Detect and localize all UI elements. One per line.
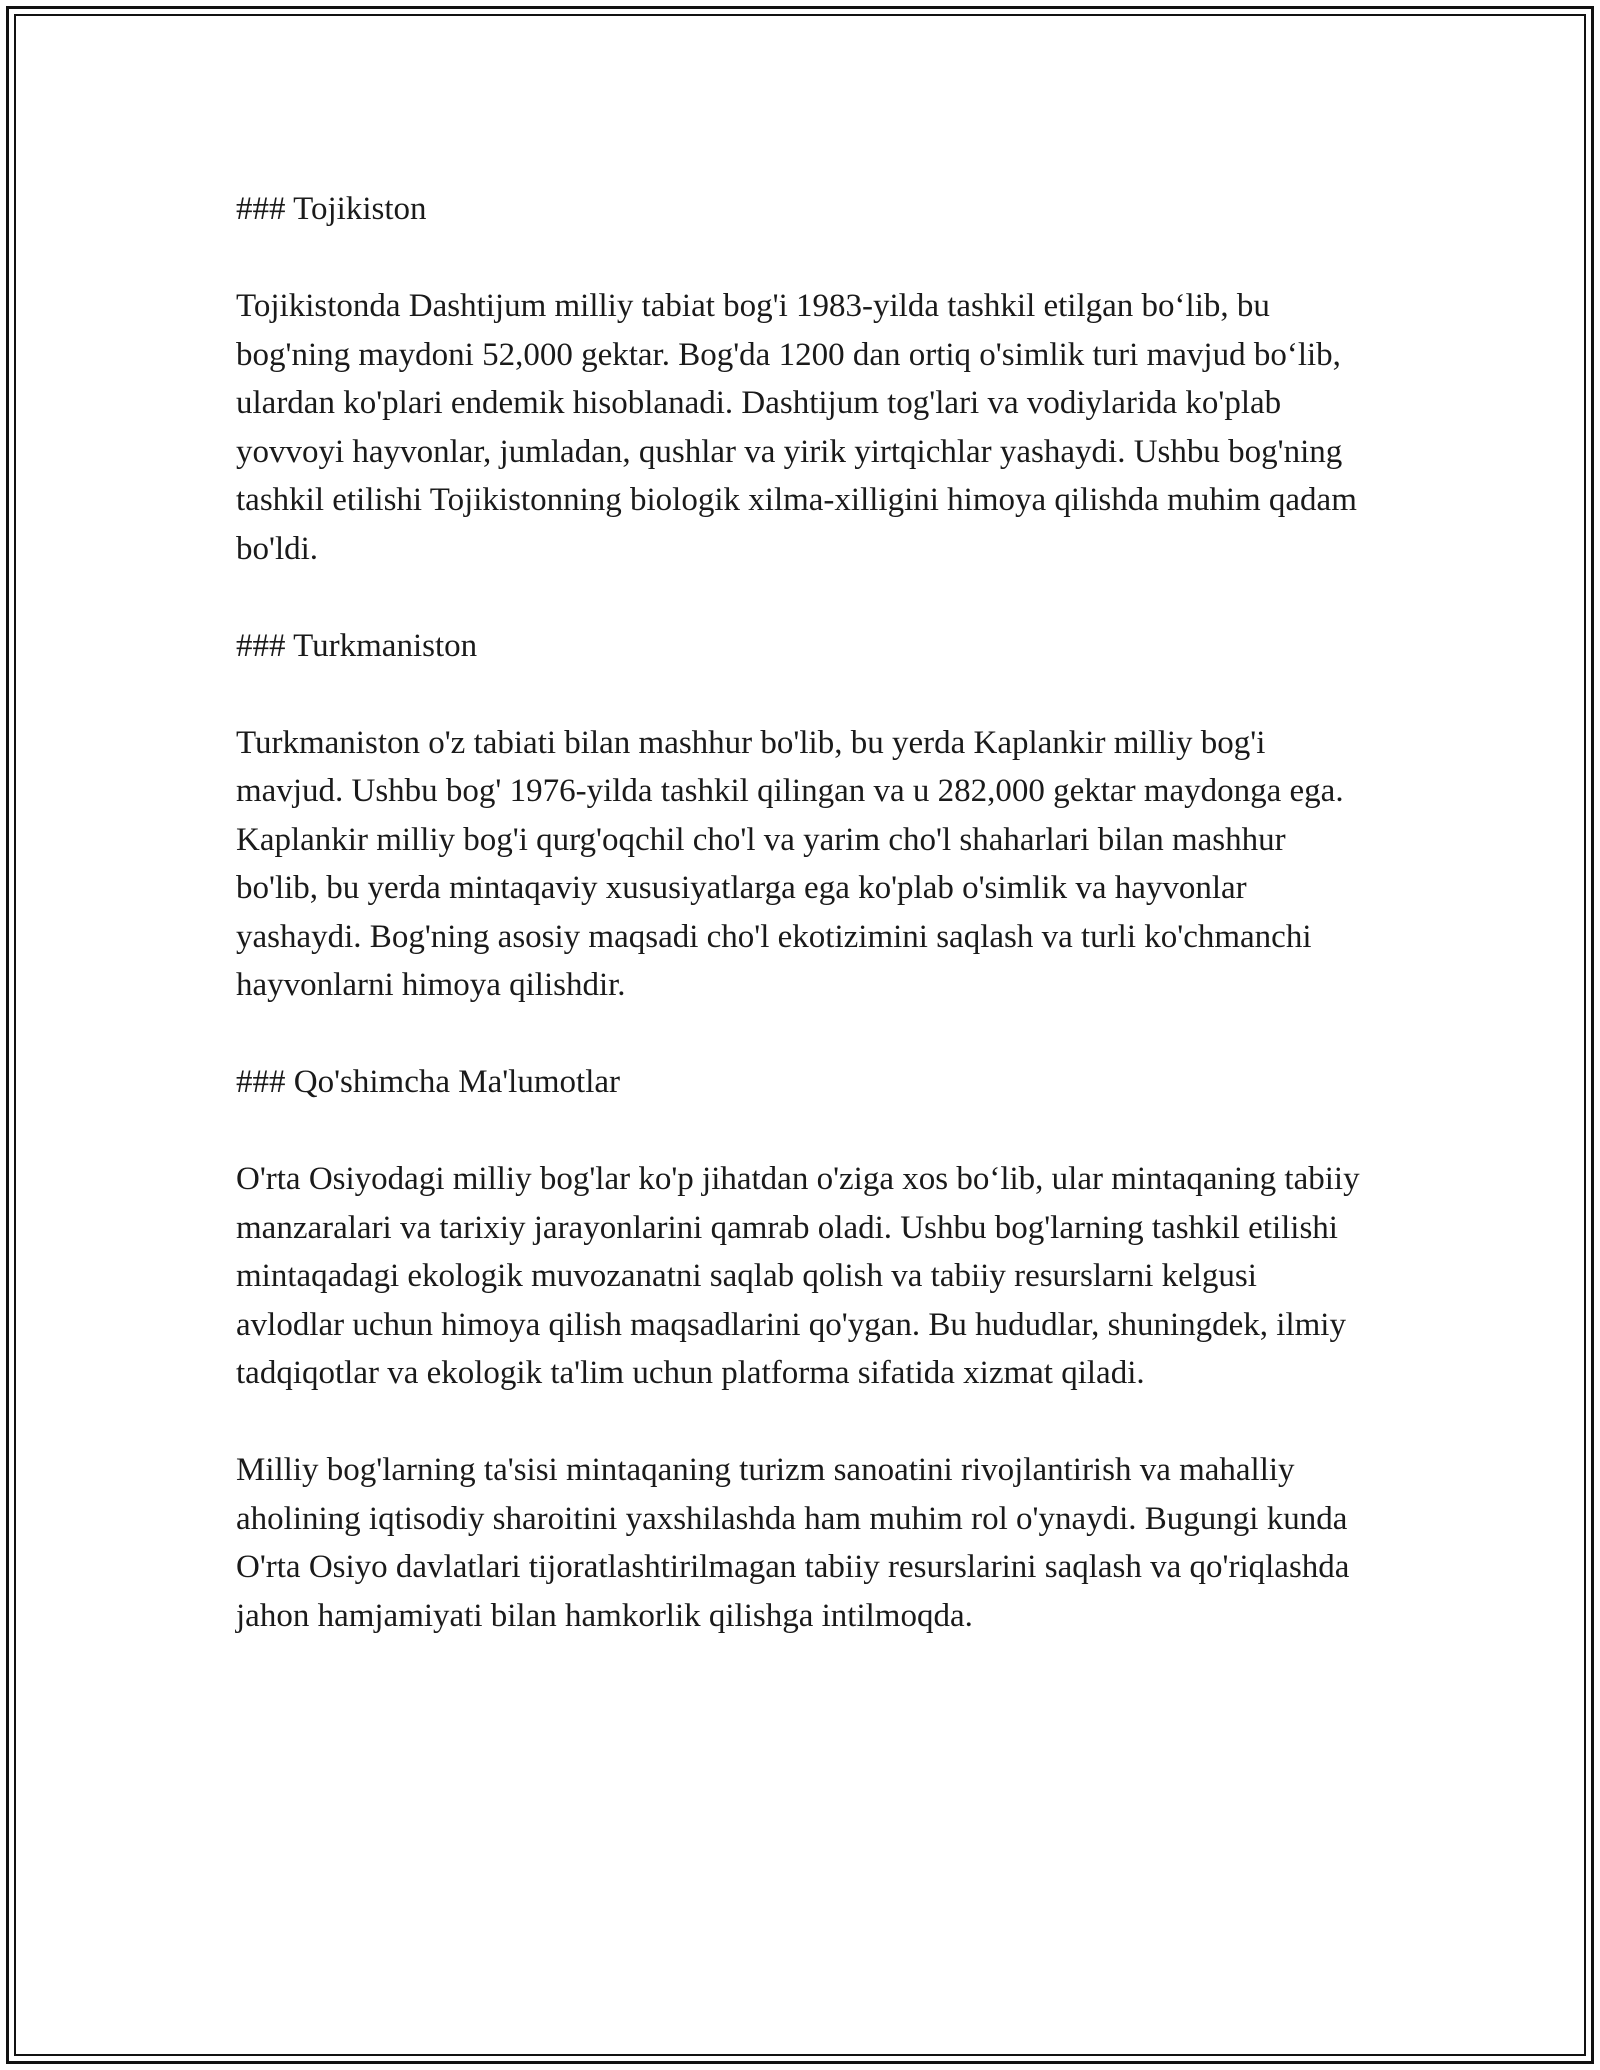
section-turkmaniston <box>236 622 1366 1010</box>
section-heading: ### Tojikiston <box>236 191 427 227</box>
paragraph: O'rta Osiyodagi milliy bog'lar ko'p jihatdan o'ziga xos bo‘lib, ular mintaqaning tabiiy manzaralari va tarixiy jarayonlarini qamrab oladi. Ushbu bog'larning tashkil etilishi mintaqadagi ekologik muvozanatni saqlab qolish va tabiiy resurslarni kelgusi avlodlar uchun himoya qilish maqsadlarini qo'ygan. Bu hududlar, shuningdek, ilmiy tadqiqotlar va ekologik ta'lim uchun platforma sifatida xizmat qiladi. <box>236 1161 1360 1391</box>
section-heading: ### Qo'shimcha Ma'lumotlar <box>236 1064 620 1100</box>
paragraph: Tojikistonda Dashtijum milliy tabiat bog'i 1983-yilda tashkil etilgan bo‘lib, bu bog'ning maydoni 52,000 gektar. Bog'da 1200 dan ortiq o'simlik turi mavjud bo‘lib, ulardan ko'plari endemik hisoblanadi. Dashtijum tog'lari va vodiylarida ko'plab yovvoyi hayvonlar, jumladan, qushlar va yirik yirtqichlar yashaydi. Ushbu bog'ning tashkil etilishi Tojikistonning biologik xilma-xilligini himoya qilishda muhim qadam bo'ldi. <box>236 288 1357 567</box>
section-tojikiston <box>236 185 1366 573</box>
paragraph: Milliy bog'larning ta'sisi mintaqaning turizm sanoatini rivojlantirish va mahalliy aholining iqtisodiy sharoitini yaxshilashda ham muhim rol o'ynaydi. Bugungi kunda O'rta Osiyo davlatlari tijoratlashtirilmagan tabiiy resurslarini saqlash va qo'riqlashda jahon hamjamiyati bilan hamkorlik qilishga intilmoqda. <box>236 1452 1350 1634</box>
section-qoshimcha-malumotlar <box>236 1058 1366 1640</box>
paragraph: Turkmaniston o'z tabiati bilan mashhur bo'lib, bu yerda Kaplankir milliy bog'i mavjud. Ushbu bog' 1976-yilda tashkil qilingan va u 282,000 gektar maydonga ega. Kaplankir milliy bog'i qurg'oqchil cho'l va yarim cho'l shaharlari bilan mashhur bo'lib, bu yerda mintaqaviy xususiyatlarga ega ko'plab o'simlik va hayvonlar yashaydi. Bog'ning asosiy maqsadi cho'l ekotizimini saqlash va turli ko'chmanchi hayvonlarni himoya qilishdir. <box>236 724 1344 1003</box>
document-body <box>236 185 1366 1689</box>
section-heading: ### Turkmaniston <box>236 627 478 664</box>
